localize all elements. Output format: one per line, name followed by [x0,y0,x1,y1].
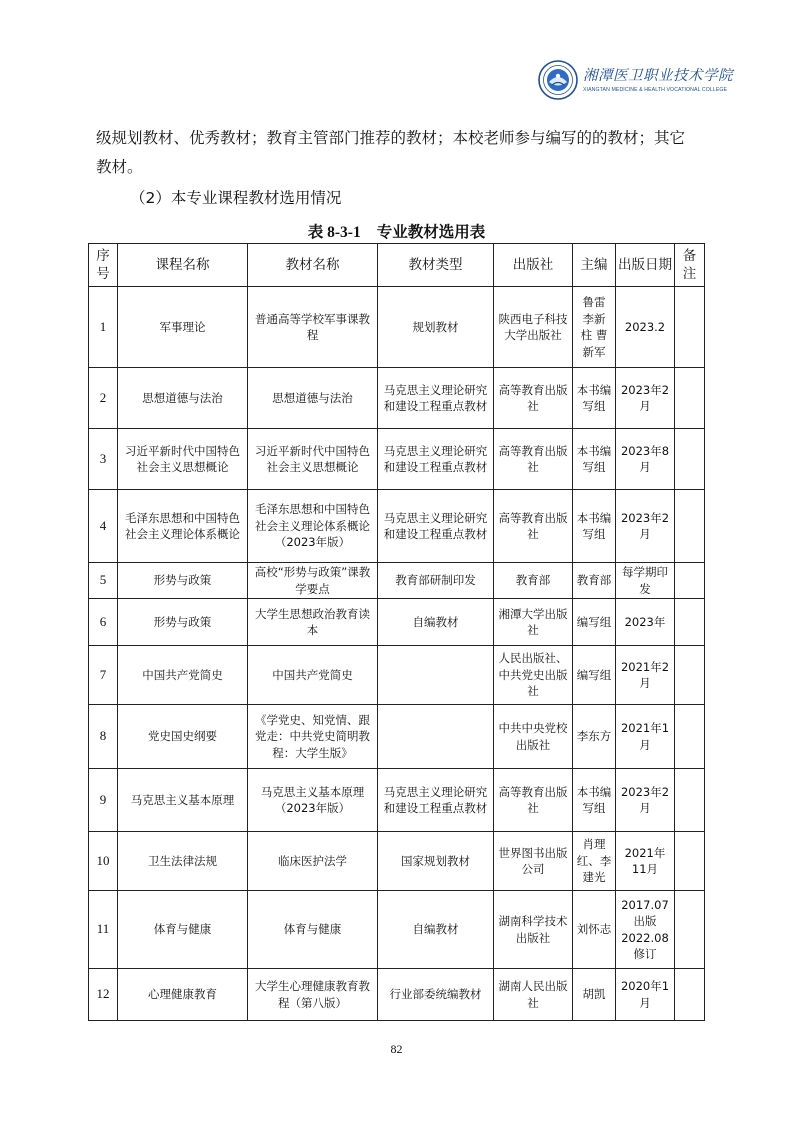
body-text-line: 教材。 [96,158,143,176]
remarks-cell [675,705,705,769]
publish-date-cell: 2021年1月 [616,705,675,769]
logo-english-name: XIANGTAN MEDICINE & HEALTH VOCATIONAL COLLEGE [583,86,728,93]
remarks-cell [675,891,705,969]
editor-cell: 教育部 [573,563,616,599]
table-row [89,599,705,646]
table-row [89,490,705,563]
textbook-type-cell: 教育部研制印发 [378,563,494,599]
textbook-name-cell: 思想道德与法治 [248,368,378,429]
textbook-name-cell: 马克思主义基本原理（2023年版） [248,769,378,832]
row-number-cell: 5 [89,563,118,599]
table-row [89,368,705,429]
textbook-name-cell: 《学党史、知党情、跟党走：中共党史简明教程：大学生版》 [248,705,378,769]
publish-date-cell: 2017.07出版2022.08修订 [616,891,675,969]
column-header: 教材类型 [378,244,494,287]
page-number: 82 [390,1042,403,1056]
row-number-cell: 7 [89,646,118,705]
textbook-type-cell: 自编教材 [378,599,494,646]
publisher-cell: 湖南人民出版社 [494,969,573,1021]
body-text-line: 级规划教材、优秀教材；教育主管部门推荐的教材；本校老师参与编写的的教材；其它 [96,129,686,147]
row-number-cell: 8 [89,705,118,769]
remarks-cell [675,368,705,429]
remarks-cell [675,287,705,368]
remarks-cell [675,646,705,705]
course-name-cell: 党史国史纲要 [118,705,248,769]
publish-date-cell: 2023年 [616,599,675,646]
editor-cell: 本书编写组 [573,769,616,832]
editor-cell: 本书编写组 [573,429,616,490]
table-row [89,646,705,705]
course-name-cell: 毛泽东思想和中国特色社会主义理论体系概论 [118,490,248,563]
table-title: 专业教材选用表 [376,223,486,241]
textbook-type-cell: 自编教材 [378,891,494,969]
publisher-cell: 陕西电子科技大学出版社 [494,287,573,368]
textbook-type-cell: 马克思主义理论研究和建设工程重点教材 [378,769,494,832]
textbook-selection-table [88,243,705,1021]
publish-date-cell: 2021年11月 [616,832,675,891]
publisher-cell: 高等教育出版社 [494,490,573,563]
remarks-cell [675,599,705,646]
publisher-cell: 湘潭大学出版社 [494,599,573,646]
publish-date-cell: 2023.2 [616,287,675,368]
textbook-type-cell [378,646,494,705]
logo-chinese-name: 湘潭医卫职业技术学院 [583,67,733,84]
column-header: 备注 [675,244,705,287]
college-seal-icon [538,60,578,100]
column-header: 出版日期 [616,244,675,287]
section-heading: （2）本专业课程教材选用情况 [130,189,342,207]
textbook-name-cell: 大学生心理健康教育教程（第八版） [248,969,378,1021]
table-row [89,287,705,368]
textbook-type-cell: 规划教材 [378,287,494,368]
remarks-cell [675,969,705,1021]
remarks-cell [675,429,705,490]
course-name-cell: 体育与健康 [118,891,248,969]
publisher-cell: 中共中央党校出版社 [494,705,573,769]
textbook-type-cell [378,705,494,769]
textbook-name-cell: 大学生思想政治教育读本 [248,599,378,646]
column-header: 主编 [573,244,616,287]
row-number-cell: 9 [89,769,118,832]
remarks-cell [675,769,705,832]
publish-date-cell: 2023年2月 [616,769,675,832]
textbook-name-cell: 临床医护法学 [248,832,378,891]
table-row [89,769,705,832]
column-header: 课程名称 [118,244,248,287]
row-number-cell: 12 [89,969,118,1021]
publish-date-cell: 2020年1月 [616,969,675,1021]
table-row [89,429,705,490]
table-row [89,891,705,969]
column-header: 出版社 [494,244,573,287]
publish-date-cell: 2023年8月 [616,429,675,490]
course-name-cell: 军事理论 [118,287,248,368]
publisher-cell: 高等教育出版社 [494,429,573,490]
table-row [89,563,705,599]
publisher-cell: 高等教育出版社 [494,769,573,832]
publisher-cell: 教育部 [494,563,573,599]
course-name-cell: 形势与政策 [118,599,248,646]
row-number-cell: 4 [89,490,118,563]
editor-cell: 刘怀志 [573,891,616,969]
textbook-type-cell: 马克思主义理论研究和建设工程重点教材 [378,490,494,563]
editor-cell: 编写组 [573,646,616,705]
course-name-cell: 卫生法律法规 [118,832,248,891]
table-caption [0,220,793,242]
row-number-cell: 10 [89,832,118,891]
textbook-type-cell: 马克思主义理论研究和建设工程重点教材 [378,368,494,429]
textbook-name-cell: 中国共产党简史 [248,646,378,705]
editor-cell: 本书编写组 [573,368,616,429]
textbook-name-cell: 高校“形势与政策”课教学要点 [248,563,378,599]
course-name-cell: 马克思主义基本原理 [118,769,248,832]
column-header: 教材名称 [248,244,378,287]
textbook-type-cell: 国家规划教材 [378,832,494,891]
editor-cell: 李东方 [573,705,616,769]
editor-cell: 肖理红、李建光 [573,832,616,891]
editor-cell: 本书编写组 [573,490,616,563]
course-name-cell: 心理健康教育 [118,969,248,1021]
editor-cell: 编写组 [573,599,616,646]
editor-cell: 胡凯 [573,969,616,1021]
column-header: 序号 [89,244,118,287]
course-name-cell: 形势与政策 [118,563,248,599]
remarks-cell [675,490,705,563]
row-number-cell: 6 [89,599,118,646]
textbook-type-cell: 行业部委统编教材 [378,969,494,1021]
publisher-cell: 世界图书出版公司 [494,832,573,891]
table-row [89,832,705,891]
table-number: 表 8-3-1 [307,224,361,241]
row-number-cell: 1 [89,287,118,368]
table-row [89,705,705,769]
course-name-cell: 中国共产党简史 [118,646,248,705]
publish-date-cell: 2023年2月 [616,490,675,563]
publish-date-cell: 2021年2月 [616,646,675,705]
publisher-cell: 人民出版社、中共党史出版社 [494,646,573,705]
row-number-cell: 11 [89,891,118,969]
textbook-name-cell: 体育与健康 [248,891,378,969]
course-name-cell: 习近平新时代中国特色社会主义思想概论 [118,429,248,490]
course-name-cell: 思想道德与法治 [118,368,248,429]
remarks-cell [675,563,705,599]
college-logo [538,56,733,104]
publisher-cell: 高等教育出版社 [494,368,573,429]
row-number-cell: 2 [89,368,118,429]
textbook-name-cell: 习近平新时代中国特色社会主义思想概论 [248,429,378,490]
editor-cell: 鲁雷 李新 柱 曹 新军 [573,287,616,368]
textbook-type-cell: 马克思主义理论研究和建设工程重点教材 [378,429,494,490]
textbook-name-cell: 普通高等学校军事课教程 [248,287,378,368]
remarks-cell [675,832,705,891]
publisher-cell: 湖南科学技术出版社 [494,891,573,969]
table-header-row [89,244,705,287]
publish-date-cell: 每学期印发 [616,563,675,599]
row-number-cell: 3 [89,429,118,490]
textbook-name-cell: 毛泽东思想和中国特色社会主义理论体系概论（2023年版） [248,490,378,563]
table-row [89,969,705,1021]
publish-date-cell: 2023年2月 [616,368,675,429]
